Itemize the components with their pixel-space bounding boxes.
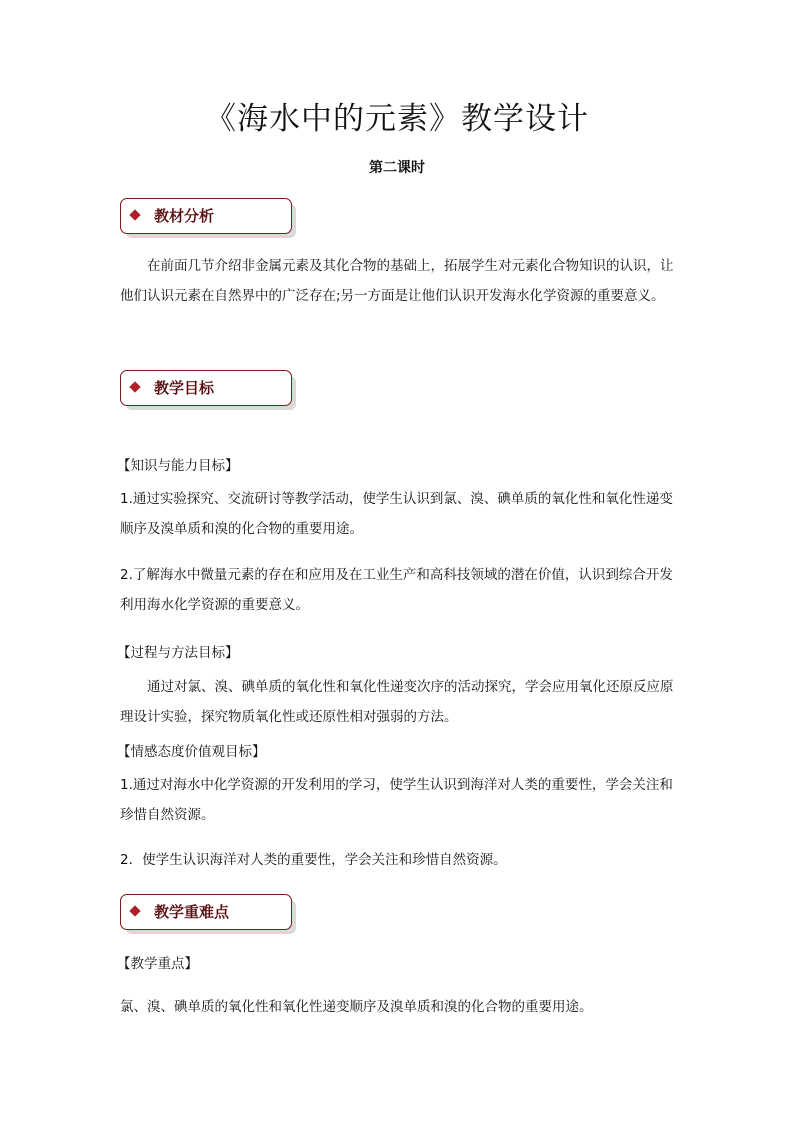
process-goal-text: 通过对氯、溴、碘单质的氧化性和氧化性递变次序的活动探究，学会应用氧化还原反应原理设计实验，探究物质氧化性或还原性相对强弱的方法。 — [120, 679, 674, 725]
document-subtitle: 第二课时 — [369, 160, 425, 176]
knowledge-goal-1: 1.通过实验探究、交流研讨等教学活动，使学生认识到氯、溴、碘单质的氧化性和氧化性递变顺序及溴单质和溴的化合物的重要用途。 — [120, 491, 673, 537]
section-heading-keypoints — [120, 894, 295, 932]
knowledge-goal-2: 2.了解海水中微量元素的存在和应用及在工业生产和高科技领域的潜在价值，认识到综合开发利用海水化学资源的重要意义。 — [120, 567, 673, 613]
emotion-goals-label: 【情感态度价值观目标】 — [117, 744, 266, 760]
analysis-paragraph: 在前面几节介绍非金属元素及其化合物的基础上，拓展学生对元素化合物知识的认识，让他们认识元素在自然界中的广泛存在;另一方面是让他们认识开发海水化学资源的重要意义。 — [120, 258, 674, 304]
section-heading-label: 教学目标 — [154, 379, 215, 397]
section-heading-objectives — [120, 370, 295, 408]
emotion-goal-2: 2．使学生认识海洋对人类的重要性，学会关注和珍惜自然资源。 — [120, 852, 507, 868]
knowledge-goals-label: 【知识与能力目标】 — [117, 458, 239, 474]
section-heading-analysis — [120, 198, 295, 236]
teaching-focus-text: 氯、溴、碘单质的氧化性和氧化性递变顺序及溴单质和溴的化合物的重要用途。 — [120, 999, 593, 1015]
teaching-focus-label: 【教学重点】 — [117, 956, 198, 972]
section-heading-label: 教材分析 — [154, 207, 215, 225]
process-goals-label: 【过程与方法目标】 — [117, 645, 239, 661]
section-heading-label: 教学重难点 — [154, 903, 230, 921]
emotion-goal-1: 1.通过对海水中化学资源的开发利用的学习，使学生认识到海洋对人类的重要性，学会关注和珍惜自然资源。 — [120, 777, 673, 823]
document-title: 《海水中的元素》教学设计 — [205, 101, 589, 137]
